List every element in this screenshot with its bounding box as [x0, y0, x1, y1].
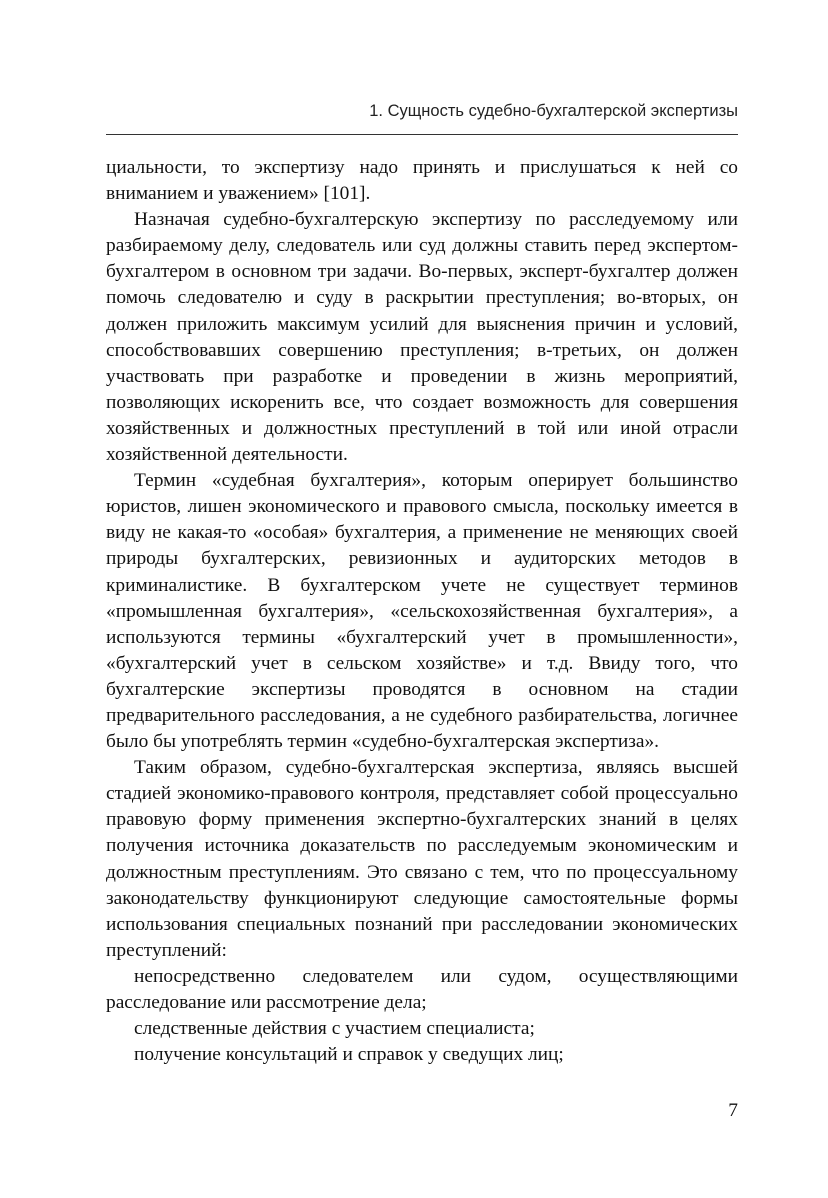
paragraph-definition: Таким образом, судебно-бухгалтерская экспертиза, являясь высшей стадией экономико-правового контроля, представляет собой процессуально правовую форму применения экспертно-бухгалтерских знаний в целях получения источника доказательств по расследуемым экономическим и должностным преступлениям. Это связано с тем, что по процессуальному законодательству функционируют следующие самостоятельные формы использования специальных познаний при расследовании экономических преступлений:: [106, 757, 738, 961]
page-number: 7: [728, 1100, 738, 1121]
running-header-title: 1. Сущность судебно-бухгалтерской экспертизы: [369, 102, 738, 120]
list-item: получение консультаций и справок у сведущих лиц;: [134, 1044, 564, 1066]
paragraph-continuation: циальности, то экспертизу надо принять и прислушаться к ней со вниманием и уважением» [101].: [106, 157, 738, 205]
paragraph-expert-tasks: Назначая судебно-бухгалтерскую экспертизу по расследуемому или разбираемому делу, следователь или суд должны ставить перед экспертом-бухгалтером в основном три задачи. Во-первых, эксперт-бухгалтер должен помочь следователю и суду в раскрытии преступления; во-вторых, он должен приложить максимум усилий для выяснения причин и условий, способствовавших совершению преступления; в-третьих, он должен участвовать при разработке и проведении в жизнь мероприятий, позволяющих искоренить все, что создает возможность для совершения хозяйственных и должностных преступлений в той или иной отрасли хозяйственной деятельности.: [106, 209, 738, 466]
page-body: [106, 155, 738, 1068]
list-item: следственные действия с участием специалиста;: [134, 1018, 535, 1040]
paragraph-term-forensic-accounting: Термин «судебная бухгалтерия», которым оперирует большинство юристов, лишен экономического и правового смысла, поскольку имеется в виду не какая-то «особая» бухгалтерия, а применение не меняющих своей природы бухгалтерских, ревизионных и аудиторских методов в криминалистике. В бухгалтерском учете не существует терминов «промышленная бухгалтерия», «сельскохозяйственная бухгалтерия», а используются термины «бухгалтерский учет в промышленности», «бухгалтерский учет в сельском хозяйстве» и т.д. Ввиду того, что бухгалтерские экспертизы проводятся в основном на стадии предварительного расследования, а не судебного разбирательства, логичнее было бы употреблять термин «судебно-бухгалтерская экспертиза».: [106, 470, 738, 753]
header-rule: [106, 134, 738, 135]
list-item: непосредственно следователем или судом, осуществляющими расследование или рассмотрение дела;: [106, 965, 738, 1013]
